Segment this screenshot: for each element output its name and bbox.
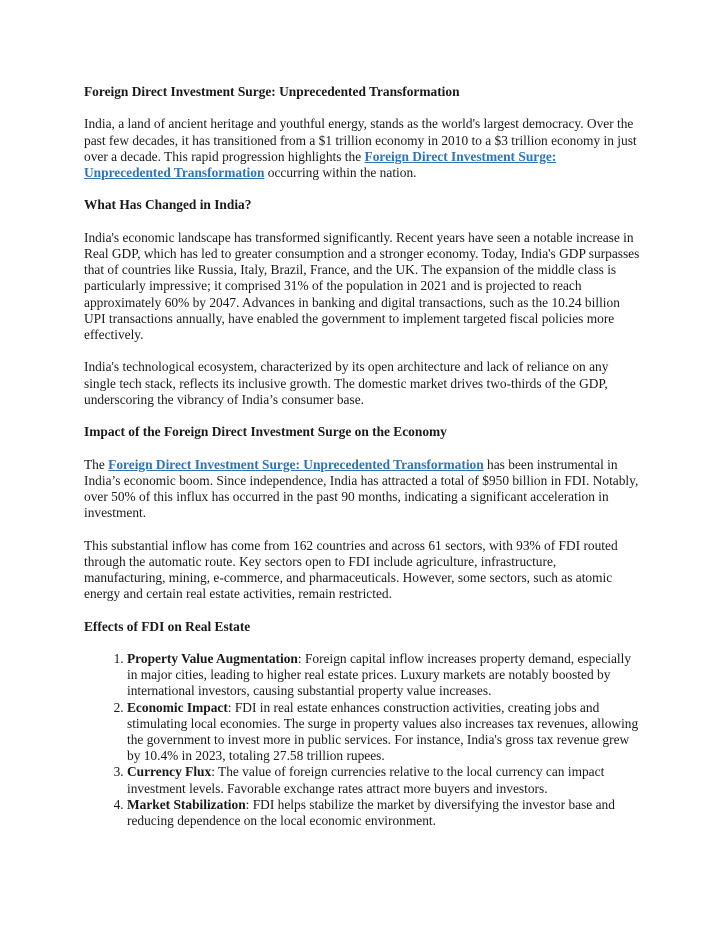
spacer — [84, 635, 640, 651]
list-item-term: Economic Impact — [127, 699, 228, 715]
list-item-term: Property Value Augmentation — [127, 650, 298, 666]
fdi-surge-link-2[interactable]: Foreign Direct Investment Surge: Unprecedented Transformation — [108, 456, 484, 472]
spacer — [84, 214, 640, 230]
intro-text-before: India, a land of ancient heritage and youthful energy, stands as the world's largest democracy. Over the past few decades, it has transitioned from a $1 trillion economy in 2010 to a $3 trillion economy in just over a decade. This rapid progression highlights the — [84, 116, 637, 164]
spacer — [84, 521, 640, 537]
list-item — [127, 797, 640, 829]
list-item-text: : FDI in real estate enhances construction activities, creating jobs and stimulating local economies. The surge in property values also increases tax revenues, allowing the government to invest more in public services. For instance, India's gross tax revenue grew by 10.4% in 2023, totaling 27.58 trillion rupees. — [127, 699, 639, 764]
spacer — [84, 100, 640, 116]
heading-effects-real-estate: Effects of FDI on Real Estate — [84, 618, 251, 634]
list-item-text: : The value of foreign currencies relative to the local currency can impact investment levels. Favorable exchange rates attract more buyers and investors. — [127, 764, 605, 796]
spacer — [84, 602, 640, 618]
impact-paragraph — [84, 457, 640, 522]
heading-impact: Impact of the Foreign Direct Investment Surge on the Economy — [84, 424, 447, 440]
spacer — [84, 181, 640, 197]
impact-text-after: has been instrumental in India’s economic boom. Since independence, India has attracted a total of $950 billion in FDI. Notably, over 50% of this influx has occurred in the past 90 months, indicating a significant acceleration in investment. — [84, 456, 639, 521]
list-item — [127, 651, 640, 700]
spacer — [84, 440, 640, 456]
list-item-text: : Foreign capital inflow increases property demand, especially in major cities, leading to higher real estate prices. Luxury markets are notably boosted by international investors, causing substantial property value increases. — [127, 650, 632, 699]
document-page — [84, 84, 640, 829]
inflow-paragraph: This substantial inflow has come from 162 countries and across 61 sectors, with 93% of FDI routed through the automatic route. Key sectors open to FDI include agriculture, infrastructure, manufacturing, mining, e-commerce, and pharmaceuticals. However, some sectors, such as atomic energy and certain real estate activities, remain restricted. — [84, 537, 618, 602]
list-item — [127, 764, 640, 796]
spacer — [84, 408, 640, 424]
tech-ecosystem-paragraph: India's technological ecosystem, characterized by its open architecture and lack of reliance on any single tech stack, reflects its inclusive growth. The domestic market drives two-thirds of the GDP, underscoring the vibrancy of India’s consumer base. — [84, 359, 609, 407]
heading-what-changed: What Has Changed in India? — [84, 197, 252, 213]
spacer — [84, 343, 640, 359]
list-item-term: Currency Flux — [127, 764, 212, 780]
fdi-surge-link[interactable]: Foreign Direct Investment Surge: Unprecedented Transformation — [84, 148, 557, 180]
impact-text-before: The — [84, 456, 109, 472]
list-item — [127, 700, 640, 765]
list-item-text: : FDI helps stabilize the market by diversifying the investor base and reducing dependence on the local economic environment. — [127, 796, 615, 828]
heading-fdi-surge: Foreign Direct Investment Surge: Unprecedented Transformation — [84, 84, 460, 99]
list-item-term: Market Stabilization — [127, 796, 246, 812]
effects-list — [84, 651, 640, 829]
intro-text-after: occurring within the nation. — [264, 165, 417, 180]
economic-landscape-paragraph: India's economic landscape has transformed significantly. Recent years have seen a notable increase in Real GDP, which has led to greater consumption and a stronger economy. Today, India's GDP surpasses that of countries like Russia, Italy, Brazil, France, and the UK. The expansion of the middle class is particularly impressive; it comprised 31% of the population in 2021 and is projected to reach approximately 60% by 2047. Advances in banking and digital transactions, such as the 10.24 billion UPI transactions annually, have enabled the government to implement targeted fiscal policies more effectively. — [84, 229, 640, 342]
intro-paragraph — [84, 116, 640, 181]
